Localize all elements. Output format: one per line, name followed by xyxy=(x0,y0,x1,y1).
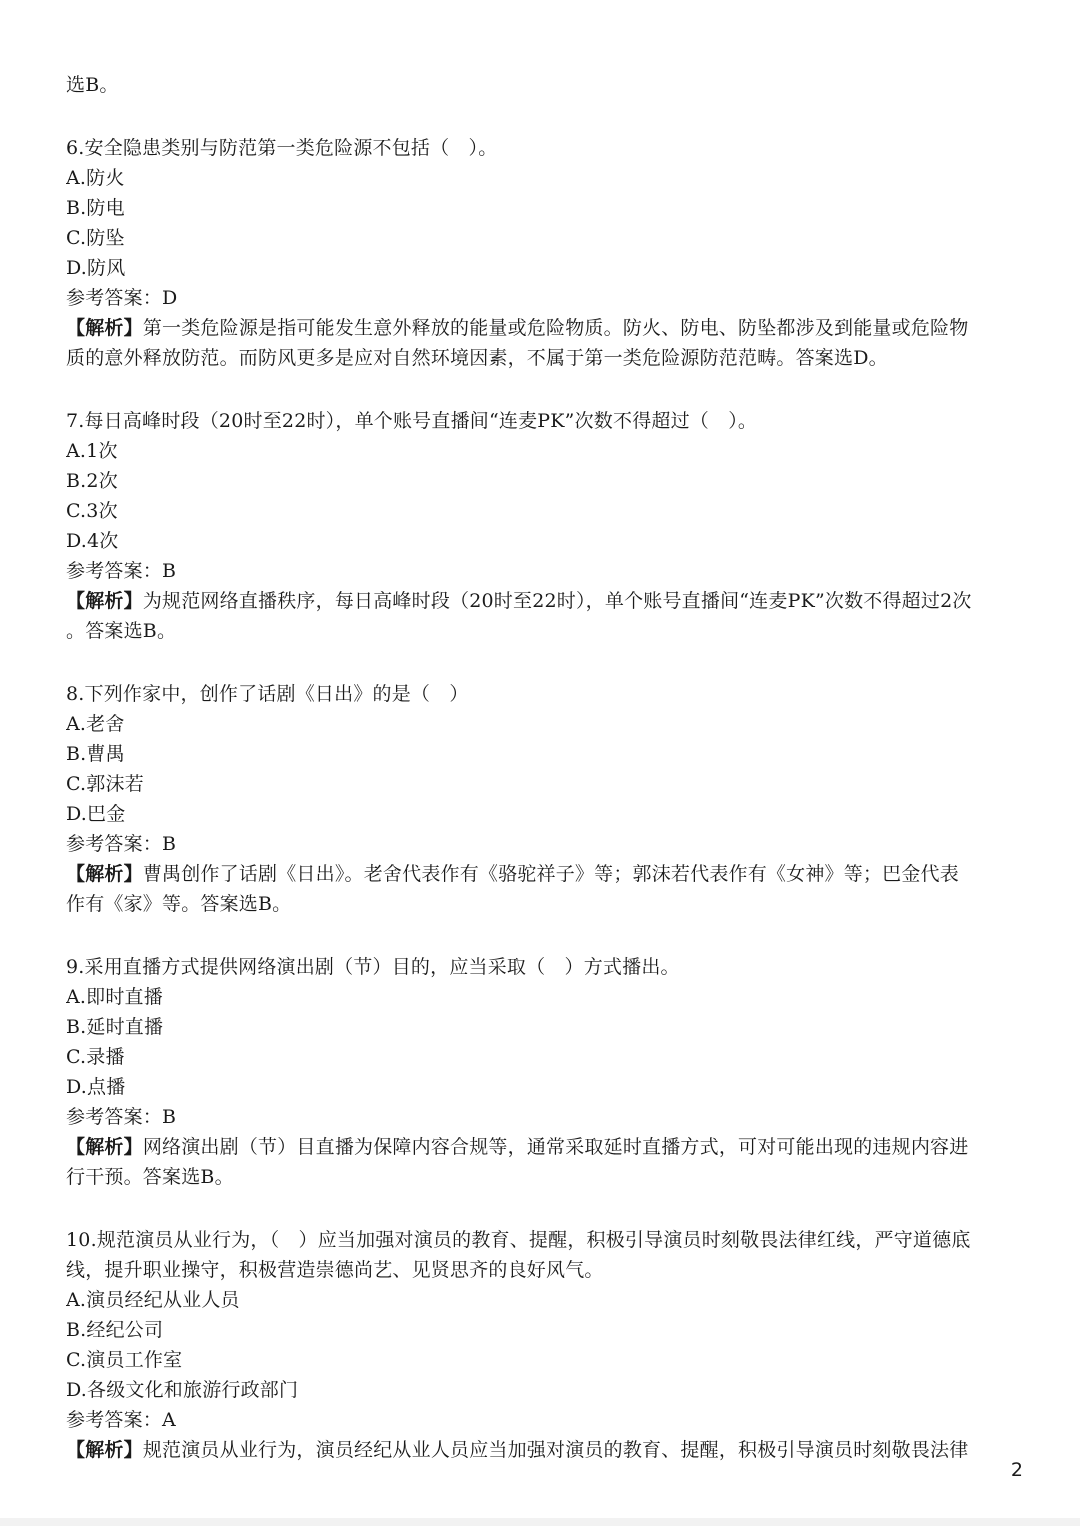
question-stem: 8.下列作家中，创作了话剧《日出》的是（ ） xyxy=(66,683,469,705)
answer-option: C.3次 xyxy=(66,500,118,522)
answer-option: C.防坠 xyxy=(66,227,125,249)
answer-option: A.1次 xyxy=(66,440,118,462)
question-stem: 6.安全隐患类别与防范第一类危险源不包括（ ）。 xyxy=(66,137,498,159)
analysis-text: 为规范网络直播秩序，每日高峰时段（20时至22时），单个账号直播间“连麦PK”次数不得超过2次 xyxy=(142,590,972,612)
analysis-line xyxy=(66,313,1016,343)
analysis-text: 规范演员从业行为，演员经纪从业人员应当加强对演员的教育、提醒，积极引导演员时刻敬畏法律 xyxy=(142,1439,969,1461)
answer-option: D.防风 xyxy=(66,257,126,279)
analysis-line xyxy=(66,1162,1016,1192)
answer-option: D.4次 xyxy=(66,530,119,552)
answer-option: B.2次 xyxy=(66,470,118,492)
question-stem: 7.每日高峰时段（20时至22时），单个账号直播间“连麦PK”次数不得超过（ ）。 xyxy=(66,410,758,432)
answer-option: C.郭沫若 xyxy=(66,773,144,795)
question-gap xyxy=(66,100,1016,133)
question-block xyxy=(66,1225,1016,1465)
answer-option: B.防电 xyxy=(66,197,125,219)
analysis-text: 。答案选B。 xyxy=(66,620,177,642)
answer-option: D.点播 xyxy=(66,1076,126,1098)
answer-option: B.延时直播 xyxy=(66,1016,164,1038)
answer-option: D.巴金 xyxy=(66,803,126,825)
question-block xyxy=(66,133,1016,373)
answer-option: A.防火 xyxy=(66,167,125,189)
answer-option: B.经纪公司 xyxy=(66,1319,164,1341)
question-gap xyxy=(66,1192,1016,1225)
question-gap xyxy=(66,373,1016,406)
analysis-tag: 【解析】 xyxy=(66,590,143,612)
question-block xyxy=(66,679,1016,919)
analysis-text: 曹禺创作了话剧《日出》。老舍代表作有《骆驼祥子》等；郭沫若代表作有《女神》等；巴金代表 xyxy=(142,863,959,885)
reference-answer: 参考答案：A xyxy=(66,1409,176,1431)
analysis-text: 第一类危险源是指可能发生意外释放的能量或危险物质。防火、防电、防坠都涉及到能量或危险物 xyxy=(142,317,969,339)
question-stem: 线，提升职业操守，积极营造崇德尚艺、见贤思齐的良好风气。 xyxy=(66,1259,604,1281)
previous-answer-tail: 选B。 xyxy=(66,74,119,96)
reference-answer: 参考答案：B xyxy=(66,1106,177,1128)
question-gap xyxy=(66,646,1016,679)
question-block xyxy=(66,406,1016,646)
page-number: 2 xyxy=(1010,1459,1023,1481)
answer-option: B.曹禺 xyxy=(66,743,125,765)
question-list xyxy=(66,133,1016,1465)
question-gap xyxy=(66,919,1016,952)
question-block xyxy=(66,952,1016,1192)
answer-option: A.演员经纪从业人员 xyxy=(66,1289,240,1311)
reference-answer: 参考答案：D xyxy=(66,287,178,309)
analysis-tag: 【解析】 xyxy=(66,317,143,339)
answer-option: A.老舍 xyxy=(66,713,125,735)
analysis-line xyxy=(66,586,1016,616)
answer-option: C.演员工作室 xyxy=(66,1349,183,1371)
page-bottom-edge xyxy=(0,1518,1080,1526)
analysis-text: 质的意外释放防范。而防风更多是应对自然环境因素，不属于第一类危险源防范范畴。答案选D。 xyxy=(66,347,888,369)
reference-answer: 参考答案：B xyxy=(66,833,177,855)
answer-option: D.各级文化和旅游行政部门 xyxy=(66,1379,299,1401)
answer-option: A.即时直播 xyxy=(66,986,163,1008)
analysis-text: 网络演出剧（节）目直播为保障内容合规等，通常采取延时直播方式，可对可能出现的违规内容进 xyxy=(142,1136,969,1158)
analysis-text: 作有《家》等。答案选B。 xyxy=(66,893,292,915)
analysis-line xyxy=(66,1132,1016,1162)
analysis-line xyxy=(66,343,1016,373)
analysis-tag: 【解析】 xyxy=(66,1439,143,1461)
question-stem: 9.采用直播方式提供网络演出剧（节）目的，应当采取（ ）方式播出。 xyxy=(66,956,680,978)
reference-answer: 参考答案：B xyxy=(66,560,177,582)
analysis-line xyxy=(66,1435,1016,1465)
answer-option: C.录播 xyxy=(66,1046,125,1068)
analysis-line xyxy=(66,889,1016,919)
analysis-text: 行干预。答案选B。 xyxy=(66,1166,234,1188)
analysis-tag: 【解析】 xyxy=(66,863,143,885)
analysis-tag: 【解析】 xyxy=(66,1136,143,1158)
question-stem: 10.规范演员从业行为，（ ）应当加强对演员的教育、提醒，积极引导演员时刻敬畏法律红线，严守道德底 xyxy=(66,1229,971,1251)
analysis-line xyxy=(66,616,1016,646)
analysis-line xyxy=(66,859,1016,889)
document-page xyxy=(66,70,1016,1465)
